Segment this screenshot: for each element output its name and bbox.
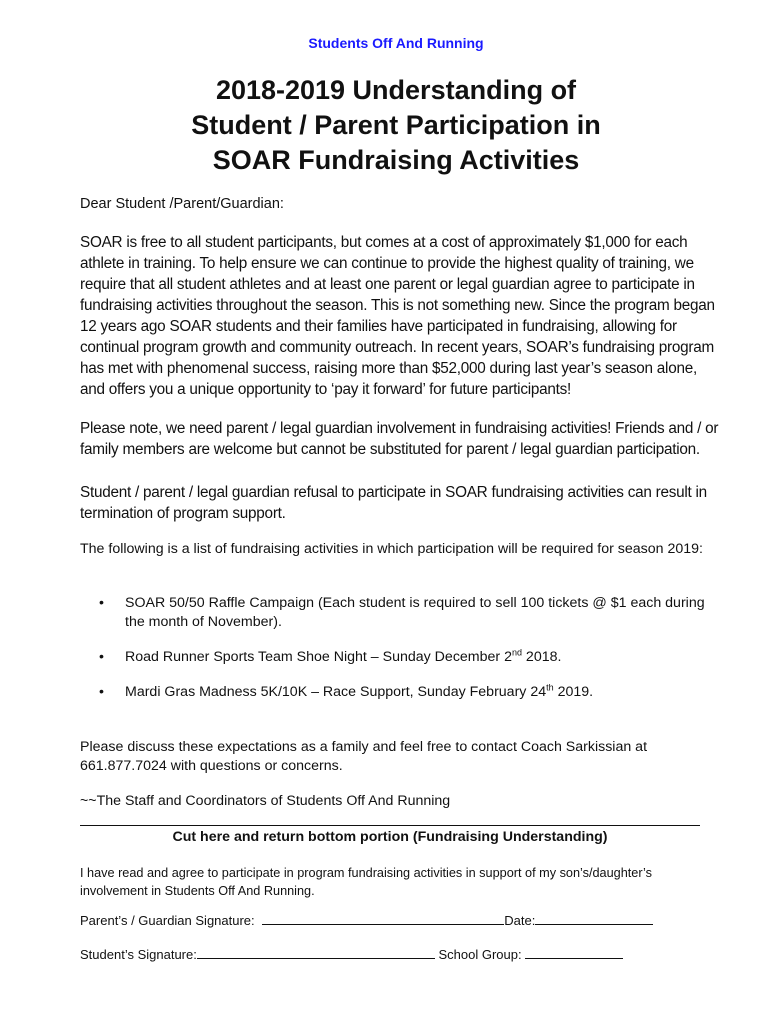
parent-signature-field[interactable] [262,911,504,925]
parent-signature-row [80,911,653,928]
school-group-field[interactable] [525,945,623,959]
paragraph-parent-involvement: Please note, we need parent / legal guardian involvement in fundraising activities! Friends and / or family members are welcome but cannot be substituted for parent / legal guardian participation. [80,420,719,458]
activity-text: Road Runner Sports Team Shoe Night – Sunday December 2 [125,649,512,665]
title-line-2: Student / Parent Participation in [191,110,601,140]
bullet-icon: • [99,684,104,700]
school-group-label: School Group: [438,947,522,962]
title-line-3: SOAR Fundraising Activities [212,145,580,175]
paragraph-cost: SOAR is free to all student participants, but comes at a cost of approximately $1,000 for each athlete in training. To help ensure we can continue to provide the highest quality of training, we require that all student athletes and at least one parent or legal guardian agree to participate in fundraising activities throughout the season. This is not something new. Since the program began 12 years ago SOAR students and their families have participated in fundraising, allowing for continual program growth and community outreach. In recent years, SOAR’s fundraising program has met with phenomenal success, raising more than $52,000 during last year’s season alone, and offers you a unique opportunity to ‘pay it forward’ for future participants! [80,234,715,398]
list-item [80,683,710,702]
list-item [80,648,710,667]
parent-signature-label: Parent’s / Guardian Signature: [80,913,255,928]
salutation: Dear Student /Parent/Guardian: [80,196,284,212]
student-signature-row [80,945,623,962]
closing-paragraph: Please discuss these expectations as a family and feel free to contact Coach Sarkissian at 661.877.7024 with questions or concerns. [80,739,648,774]
activities-list [80,594,710,702]
date-label: Date: [504,913,536,928]
paragraph-refusal: Student / parent / legal guardian refusal to participate in SOAR fundraising activities can result in termination of program support. [80,484,707,522]
activity-year: 2018. [521,649,562,665]
list-item [80,594,710,632]
bullet-icon: • [99,595,104,611]
cut-line [80,825,700,826]
ordinal-suffix: th [546,682,554,693]
student-signature-field[interactable] [197,945,435,959]
title-line-1: 2018-2019 Understanding of [215,75,577,105]
cut-heading: Cut here and return bottom portion (Fundraising Understanding) [172,829,608,845]
signoff: ~~The Staff and Coordinators of Students Off And Running [80,793,451,809]
organization-name: Students Off And Running [308,35,484,51]
agreement-statement: I have read and agree to participate in program fundraising activities in support of my son’s/daughter’s involvement in Students Off And Running. [80,866,652,898]
activity-text: SOAR 50/50 Raffle Campaign (Each student is required to sell 100 tickets @ $1 each during the month of November). [125,595,705,630]
ordinal-suffix: nd [511,647,522,658]
activity-year: 2019. [553,684,594,700]
date-field[interactable] [535,911,653,925]
document-title [0,73,770,178]
activities-intro: The following is a list of fundraising activities in which participation will be required for season 2019: [80,541,703,557]
bullet-icon: • [99,649,104,665]
student-signature-label: Student’s Signature: [80,947,197,962]
activity-text: Mardi Gras Madness 5K/10K – Race Support, Sunday February 24 [125,684,547,700]
